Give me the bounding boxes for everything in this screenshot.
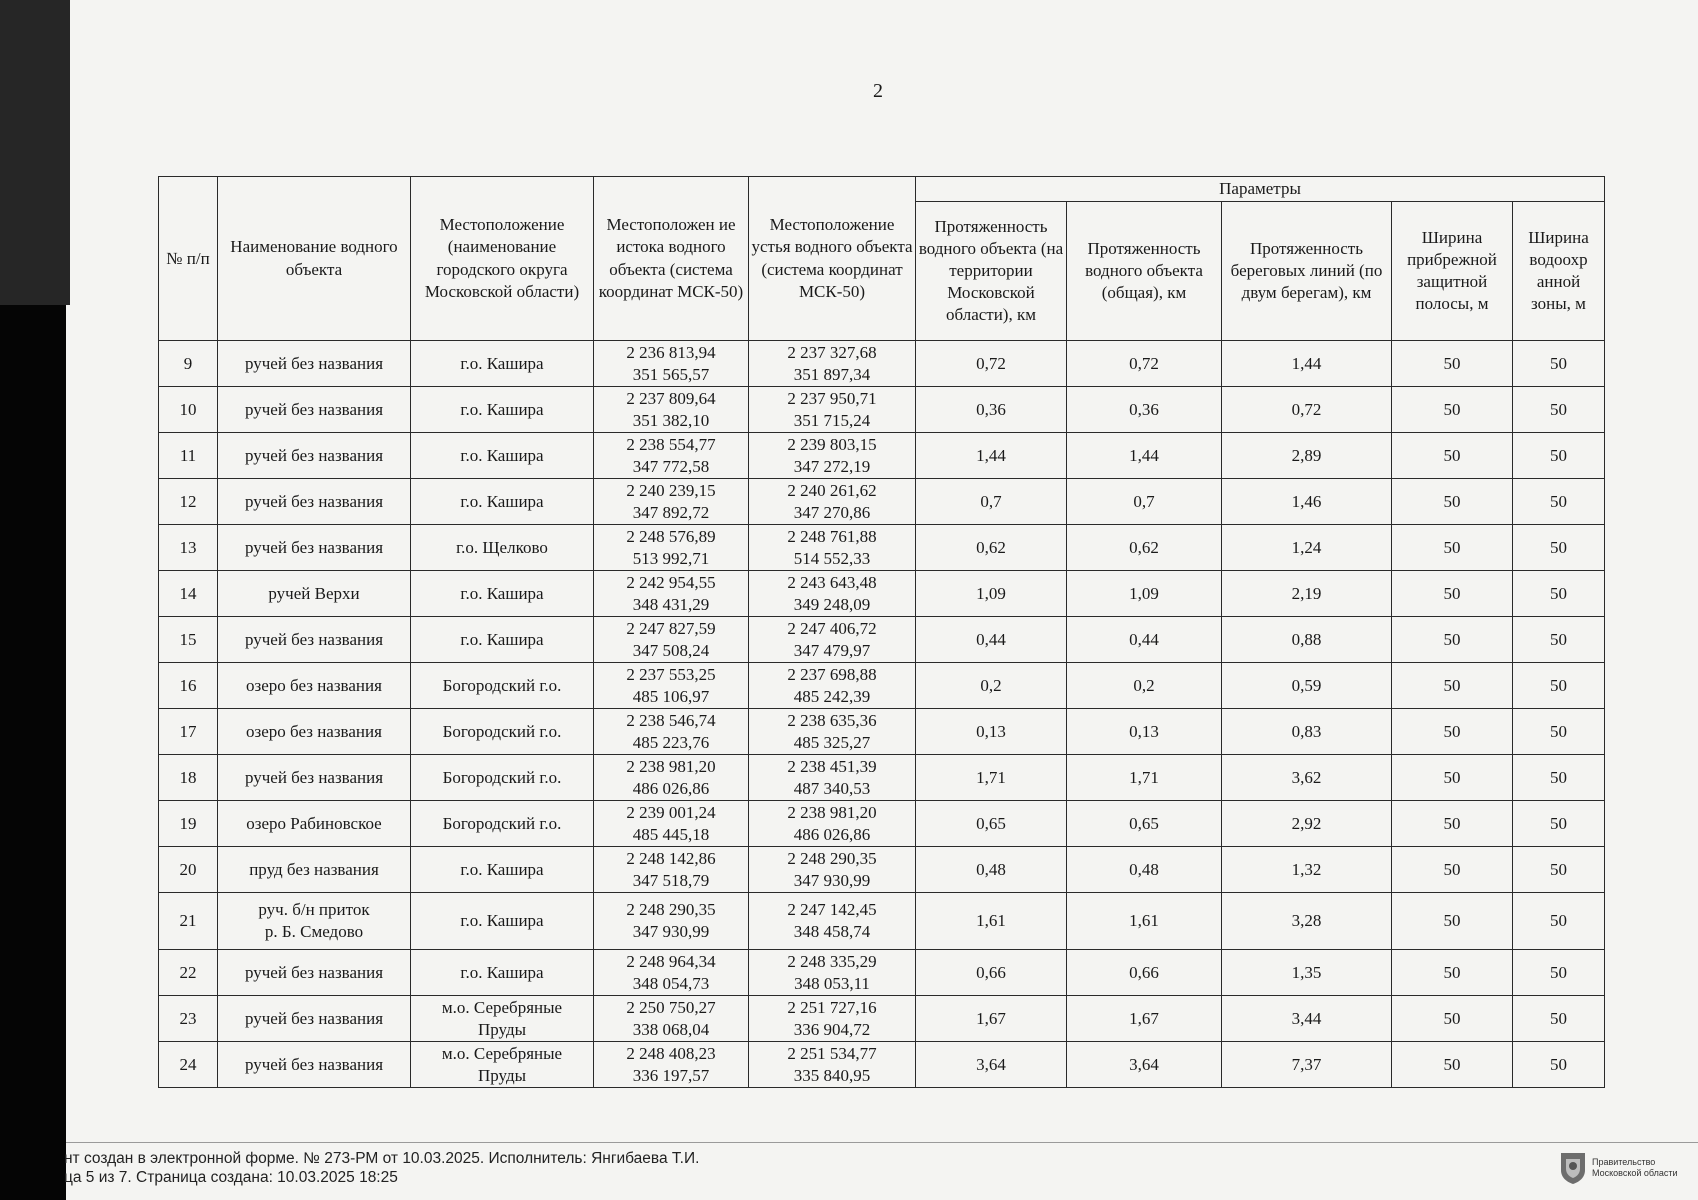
table-row xyxy=(159,996,1605,1042)
cell-location xyxy=(411,571,594,617)
cell-coastal-strip: 50 xyxy=(1392,525,1513,571)
cell-location-line: Пруды xyxy=(477,1019,527,1039)
footer-divider xyxy=(66,1142,1698,1143)
cell-mouth-coords xyxy=(749,847,916,893)
cell-mouth-coords-line: 2 251 727,16 xyxy=(787,997,877,1017)
cell-name-line: ручей без названия xyxy=(244,491,384,511)
cell-mouth-coords-line: 2 243 643,48 xyxy=(787,572,877,592)
cell-mouth-coords xyxy=(749,801,916,847)
cell-source-coords-line: 347 518,79 xyxy=(632,870,710,890)
cell-source-coords-line: 2 247 827,59 xyxy=(626,618,716,638)
cell-name-line: р. Б. Смедово xyxy=(264,922,364,942)
cell-mouth-coords xyxy=(749,525,916,571)
cell-location-line: г.о. Кашира xyxy=(460,583,544,603)
cell-shore-length: 3,28 xyxy=(1222,893,1392,950)
cell-length-region: 0,48 xyxy=(916,847,1067,893)
table-row xyxy=(159,525,1605,571)
cell-shore-length: 1,24 xyxy=(1222,525,1392,571)
cell-length-region: 1,67 xyxy=(916,996,1067,1042)
cell-location-line: г.о. Кашира xyxy=(460,491,544,511)
cell-num: 23 xyxy=(159,996,218,1042)
cell-length-region: 1,09 xyxy=(916,571,1067,617)
cell-mouth-coords xyxy=(749,571,916,617)
cell-source-coords-line: 347 930,99 xyxy=(632,922,710,942)
cell-num: 9 xyxy=(159,341,218,387)
cell-num: 16 xyxy=(159,663,218,709)
cell-coastal-strip: 50 xyxy=(1392,893,1513,950)
cell-length-total: 1,09 xyxy=(1067,571,1222,617)
page-number: 2 xyxy=(873,80,883,102)
scan-edge-top xyxy=(0,0,70,305)
cell-name xyxy=(218,663,411,709)
cell-shore-length: 1,46 xyxy=(1222,479,1392,525)
cell-source-coords-line: 485 223,76 xyxy=(632,732,710,752)
cell-coastal-strip: 50 xyxy=(1392,709,1513,755)
cell-name-line: ручей без названия xyxy=(244,399,384,419)
cell-mouth-coords-line: 2 248 761,88 xyxy=(787,526,877,546)
cell-location xyxy=(411,1042,594,1088)
cell-length-total: 0,13 xyxy=(1067,709,1222,755)
cell-source-coords xyxy=(594,663,749,709)
cell-num: 19 xyxy=(159,801,218,847)
cell-source-coords xyxy=(594,525,749,571)
table-row xyxy=(159,433,1605,479)
cell-protection-zone: 50 xyxy=(1513,617,1605,663)
cell-source-coords-line: 348 054,73 xyxy=(632,973,710,993)
cell-mouth-coords-line: 2 237 327,68 xyxy=(787,342,877,362)
cell-name xyxy=(218,950,411,996)
table-row xyxy=(159,663,1605,709)
cell-location-line: Богородский г.о. xyxy=(442,675,562,695)
cell-mouth-coords-line: 349 248,09 xyxy=(793,594,871,614)
cell-mouth-coords xyxy=(749,755,916,801)
cell-protection-zone: 50 xyxy=(1513,571,1605,617)
cell-location-line: м.о. Серебряные xyxy=(441,1043,563,1063)
cell-mouth-coords-line: 485 242,39 xyxy=(793,686,871,706)
table-row xyxy=(159,950,1605,996)
header-length-region: Протяженность водного объекта (на территории Московской области), км xyxy=(916,202,1067,341)
cell-mouth-coords xyxy=(749,433,916,479)
cell-name xyxy=(218,709,411,755)
cell-mouth-coords-line: 348 053,11 xyxy=(794,973,870,993)
cell-length-region: 0,72 xyxy=(916,341,1067,387)
cell-name xyxy=(218,996,411,1042)
cell-source-coords-line: 486 026,86 xyxy=(632,778,710,798)
cell-source-coords-line: 351 382,10 xyxy=(632,410,710,430)
cell-mouth-coords-line: 336 904,72 xyxy=(793,1019,871,1039)
cell-name xyxy=(218,433,411,479)
cell-name-line: ручей без названия xyxy=(244,962,384,982)
cell-mouth-coords-line: 347 272,19 xyxy=(793,456,871,476)
cell-num: 22 xyxy=(159,950,218,996)
cell-mouth-coords-line: 2 237 950,71 xyxy=(787,388,877,408)
cell-source-coords xyxy=(594,847,749,893)
water-objects-table xyxy=(158,176,1605,1088)
table-row xyxy=(159,479,1605,525)
cell-mouth-coords-line: 2 251 534,77 xyxy=(787,1043,877,1063)
cell-protection-zone: 50 xyxy=(1513,663,1605,709)
table-row xyxy=(159,1042,1605,1088)
cell-source-coords xyxy=(594,571,749,617)
cell-shore-length: 0,83 xyxy=(1222,709,1392,755)
cell-num: 15 xyxy=(159,617,218,663)
cell-coastal-strip: 50 xyxy=(1392,1042,1513,1088)
cell-name xyxy=(218,479,411,525)
header-coastal-strip: Ширина прибрежной защитной полосы, м xyxy=(1392,202,1513,341)
cell-location-line: г.о. Кашира xyxy=(460,445,544,465)
cell-source-coords-line: 2 239 001,24 xyxy=(626,802,716,822)
cell-name-line: пруд без названия xyxy=(249,859,379,879)
cell-location xyxy=(411,387,594,433)
cell-coastal-strip: 50 xyxy=(1392,479,1513,525)
cell-protection-zone: 50 xyxy=(1513,950,1605,996)
cell-mouth-coords xyxy=(749,996,916,1042)
cell-source-coords-line: 338 068,04 xyxy=(632,1019,710,1039)
cell-source-coords-line: 336 197,57 xyxy=(632,1065,710,1085)
cell-name xyxy=(218,801,411,847)
cell-num: 12 xyxy=(159,479,218,525)
cell-coastal-strip: 50 xyxy=(1392,663,1513,709)
cell-name-line: ручей без названия xyxy=(244,1008,384,1028)
cell-name-line: ручей без названия xyxy=(244,767,384,787)
cell-mouth-coords xyxy=(749,341,916,387)
cell-length-region: 3,64 xyxy=(916,1042,1067,1088)
table-row xyxy=(159,341,1605,387)
cell-name-line: руч. б/н приток xyxy=(258,900,370,919)
cell-mouth-coords-line: 2 238 451,39 xyxy=(787,756,877,776)
cell-source-coords xyxy=(594,755,749,801)
cell-location xyxy=(411,996,594,1042)
table-body xyxy=(159,341,1605,1088)
cell-mouth-coords-line: 2 238 635,36 xyxy=(787,710,877,730)
scan-edge-bottom xyxy=(0,305,66,1200)
cell-length-region: 1,44 xyxy=(916,433,1067,479)
cell-mouth-coords-line: 2 248 335,29 xyxy=(787,951,877,971)
cell-length-region: 1,61 xyxy=(916,893,1067,950)
cell-length-total: 1,71 xyxy=(1067,755,1222,801)
cell-protection-zone: 50 xyxy=(1513,433,1605,479)
cell-length-total: 0,2 xyxy=(1067,663,1222,709)
cell-location xyxy=(411,950,594,996)
cell-coastal-strip: 50 xyxy=(1392,571,1513,617)
cell-protection-zone: 50 xyxy=(1513,847,1605,893)
cell-shore-length: 0,59 xyxy=(1222,663,1392,709)
cell-shore-length: 0,72 xyxy=(1222,387,1392,433)
header-location: Местоположение (наименование городского округа Московской области) xyxy=(411,177,594,341)
cell-source-coords-line: 485 106,97 xyxy=(632,686,710,706)
cell-name xyxy=(218,755,411,801)
footer xyxy=(0,1142,1698,1200)
cell-source-coords-line: 347 892,72 xyxy=(632,502,710,522)
cell-source-coords-line: 2 248 290,35 xyxy=(626,900,716,919)
header-source: Местоположен ие истока водного объекта (система координат МСК-50) xyxy=(594,177,749,341)
cell-location-line: г.о. Кашира xyxy=(460,859,544,879)
cell-protection-zone: 50 xyxy=(1513,525,1605,571)
cell-source-coords-line: 2 240 239,15 xyxy=(626,480,716,500)
cell-shore-length: 2,92 xyxy=(1222,801,1392,847)
cell-source-coords-line: 2 238 546,74 xyxy=(626,710,716,730)
cell-location xyxy=(411,847,594,893)
table-row xyxy=(159,847,1605,893)
cell-length-total: 0,44 xyxy=(1067,617,1222,663)
cell-coastal-strip: 50 xyxy=(1392,755,1513,801)
cell-source-coords xyxy=(594,893,749,950)
cell-mouth-coords-line: 485 325,27 xyxy=(793,732,871,752)
cell-source-coords xyxy=(594,433,749,479)
cell-name-line: озеро без названия xyxy=(246,675,382,695)
cell-protection-zone: 50 xyxy=(1513,709,1605,755)
cell-name-line: ручей без названия xyxy=(244,629,384,649)
cell-protection-zone: 50 xyxy=(1513,755,1605,801)
cell-location xyxy=(411,801,594,847)
cell-protection-zone: 50 xyxy=(1513,479,1605,525)
cell-length-total: 3,64 xyxy=(1067,1042,1222,1088)
cell-name xyxy=(218,387,411,433)
cell-name xyxy=(218,893,411,950)
cell-mouth-coords-line: 2 238 981,20 xyxy=(787,802,877,822)
cell-mouth-coords-line: 347 930,99 xyxy=(793,870,871,890)
cell-location-line: Богородский г.о. xyxy=(442,767,562,787)
cell-coastal-strip: 50 xyxy=(1392,341,1513,387)
cell-shore-length: 2,19 xyxy=(1222,571,1392,617)
cell-num: 20 xyxy=(159,847,218,893)
cell-length-total: 0,65 xyxy=(1067,801,1222,847)
cell-shore-length: 0,88 xyxy=(1222,617,1392,663)
cell-coastal-strip: 50 xyxy=(1392,387,1513,433)
table-row xyxy=(159,617,1605,663)
cell-shore-length: 3,44 xyxy=(1222,996,1392,1042)
cell-source-coords-line: 2 248 964,34 xyxy=(626,951,716,971)
cell-name-line: озеро без названия xyxy=(246,721,382,741)
cell-length-region: 0,2 xyxy=(916,663,1067,709)
cell-name xyxy=(218,571,411,617)
cell-protection-zone: 50 xyxy=(1513,801,1605,847)
cell-name-line: ручей без названия xyxy=(244,445,384,465)
cell-location xyxy=(411,433,594,479)
header-mouth: Местоположение устья водного объекта (система координат МСК-50) xyxy=(749,177,916,341)
cell-name-line: ручей Верхи xyxy=(268,583,360,603)
cell-source-coords xyxy=(594,801,749,847)
cell-protection-zone: 50 xyxy=(1513,341,1605,387)
cell-location xyxy=(411,479,594,525)
cell-length-total: 0,36 xyxy=(1067,387,1222,433)
cell-source-coords xyxy=(594,387,749,433)
cell-source-coords xyxy=(594,1042,749,1088)
cell-mouth-coords xyxy=(749,893,916,950)
cell-location-line: г.о. Кашира xyxy=(460,962,544,982)
cell-length-total: 0,66 xyxy=(1067,950,1222,996)
footer-page-info: ца 5 из 7. Страница создана: 10.03.2025 18:25 xyxy=(64,1169,398,1186)
cell-num: 17 xyxy=(159,709,218,755)
cell-location xyxy=(411,755,594,801)
cell-num: 21 xyxy=(159,893,218,950)
cell-source-coords-line: 347 508,24 xyxy=(632,640,710,660)
cell-length-region: 0,36 xyxy=(916,387,1067,433)
header-num: № п/п xyxy=(159,177,218,341)
cell-mouth-coords xyxy=(749,387,916,433)
cell-name xyxy=(218,847,411,893)
cell-coastal-strip: 50 xyxy=(1392,847,1513,893)
footer-document-info: нт создан в электронной форме. № 273-РМ от 10.03.2025. Исполнитель: Янгибаева Т.И. xyxy=(64,1150,700,1167)
cell-protection-zone: 50 xyxy=(1513,1042,1605,1088)
cell-coastal-strip: 50 xyxy=(1392,617,1513,663)
government-logo xyxy=(1558,1148,1698,1188)
cell-mouth-coords-line: 2 237 698,88 xyxy=(787,664,877,684)
cell-mouth-coords-line: 2 247 406,72 xyxy=(787,618,877,638)
cell-source-coords-line: 2 248 576,89 xyxy=(626,526,716,546)
cell-source-coords xyxy=(594,996,749,1042)
cell-length-region: 0,7 xyxy=(916,479,1067,525)
cell-length-region: 1,71 xyxy=(916,755,1067,801)
cell-shore-length: 1,35 xyxy=(1222,950,1392,996)
cell-coastal-strip: 50 xyxy=(1392,801,1513,847)
cell-location-line: Богородский г.о. xyxy=(442,721,562,741)
table-row xyxy=(159,571,1605,617)
cell-location xyxy=(411,709,594,755)
header-params: Параметры xyxy=(916,177,1605,202)
cell-source-coords-line: 2 250 750,27 xyxy=(626,997,716,1017)
cell-source-coords-line: 2 242 954,55 xyxy=(626,572,716,592)
cell-source-coords-line: 2 237 553,25 xyxy=(626,664,716,684)
cell-source-coords-line: 2 237 809,64 xyxy=(626,388,716,408)
table-row xyxy=(159,893,1605,950)
cell-length-total: 1,67 xyxy=(1067,996,1222,1042)
cell-length-region: 0,62 xyxy=(916,525,1067,571)
cell-source-coords-line: 347 772,58 xyxy=(632,456,710,476)
cell-location xyxy=(411,341,594,387)
cell-mouth-coords-line: 2 248 290,35 xyxy=(787,848,877,868)
cell-mouth-coords-line: 2 240 261,62 xyxy=(787,480,877,500)
cell-length-region: 0,66 xyxy=(916,950,1067,996)
cell-name xyxy=(218,341,411,387)
cell-coastal-strip: 50 xyxy=(1392,996,1513,1042)
table-row xyxy=(159,755,1605,801)
cell-source-coords xyxy=(594,341,749,387)
header-shore-length: Протяженность береговых линий (по двум берегам), км xyxy=(1222,202,1392,341)
cell-name-line: озеро Рабиновское xyxy=(246,813,382,833)
cell-location-line: г.о. Кашира xyxy=(460,399,544,419)
cell-length-total: 0,7 xyxy=(1067,479,1222,525)
table-row xyxy=(159,801,1605,847)
table-row xyxy=(159,387,1605,433)
cell-num: 18 xyxy=(159,755,218,801)
cell-mouth-coords xyxy=(749,1042,916,1088)
header-length-total: Протяженность водного объекта (общая), км xyxy=(1067,202,1222,341)
cell-length-total: 0,62 xyxy=(1067,525,1222,571)
cell-location-line: Пруды xyxy=(477,1065,527,1085)
cell-source-coords-line: 2 238 554,77 xyxy=(626,434,716,454)
cell-shore-length: 2,89 xyxy=(1222,433,1392,479)
cell-source-coords-line: 2 248 408,23 xyxy=(626,1043,716,1063)
cell-location-line: г.о. Кашира xyxy=(460,629,544,649)
cell-mouth-coords-line: 347 479,97 xyxy=(793,640,871,660)
cell-num: 11 xyxy=(159,433,218,479)
cell-coastal-strip: 50 xyxy=(1392,950,1513,996)
cell-name xyxy=(218,1042,411,1088)
cell-mouth-coords-line: 351 715,24 xyxy=(793,410,871,430)
cell-mouth-coords-line: 335 840,95 xyxy=(793,1065,871,1085)
cell-num: 10 xyxy=(159,387,218,433)
cell-source-coords-line: 348 431,29 xyxy=(632,594,710,614)
cell-source-coords-line: 513 992,71 xyxy=(632,548,710,568)
cell-mouth-coords xyxy=(749,479,916,525)
cell-mouth-coords xyxy=(749,663,916,709)
cell-length-region: 0,44 xyxy=(916,617,1067,663)
cell-name xyxy=(218,525,411,571)
cell-shore-length: 1,32 xyxy=(1222,847,1392,893)
cell-mouth-coords xyxy=(749,617,916,663)
cell-protection-zone: 50 xyxy=(1513,893,1605,950)
cell-source-coords-line: 351 565,57 xyxy=(632,364,710,384)
cell-mouth-coords-line: 486 026,86 xyxy=(793,824,871,844)
header-protection-zone: Ширина водоохр анной зоны, м xyxy=(1513,202,1605,341)
cell-num: 13 xyxy=(159,525,218,571)
cell-location-line: г.о. Кашира xyxy=(460,353,544,373)
cell-source-coords-line: 2 236 813,94 xyxy=(626,342,716,362)
cell-location-line: г.о. Щелково xyxy=(456,537,548,557)
cell-source-coords xyxy=(594,950,749,996)
cell-location xyxy=(411,525,594,571)
cell-location xyxy=(411,663,594,709)
cell-num: 14 xyxy=(159,571,218,617)
cell-protection-zone: 50 xyxy=(1513,387,1605,433)
cell-length-region: 0,13 xyxy=(916,709,1067,755)
coat-of-arms-icon xyxy=(1558,1151,1588,1185)
cell-coastal-strip: 50 xyxy=(1392,433,1513,479)
cell-mouth-coords xyxy=(749,709,916,755)
table-row xyxy=(159,709,1605,755)
logo-text-line1: Правительство xyxy=(1592,1156,1656,1167)
cell-source-coords xyxy=(594,617,749,663)
cell-mouth-coords-line: 351 897,34 xyxy=(793,364,871,384)
logo-text-line2: Московской области xyxy=(1592,1168,1678,1178)
cell-length-total: 0,48 xyxy=(1067,847,1222,893)
cell-mouth-coords-line: 2 239 803,15 xyxy=(787,434,877,454)
cell-source-coords xyxy=(594,709,749,755)
cell-name-line: ручей без названия xyxy=(244,1054,384,1074)
cell-source-coords-line: 2 248 142,86 xyxy=(626,848,716,868)
header-name: Наименование водного объекта xyxy=(218,177,411,341)
cell-length-region: 0,65 xyxy=(916,801,1067,847)
cell-location-line: м.о. Серебряные xyxy=(441,997,563,1017)
cell-length-total: 1,44 xyxy=(1067,433,1222,479)
cell-source-coords-line: 2 238 981,20 xyxy=(626,756,716,776)
cell-mouth-coords-line: 347 270,86 xyxy=(793,502,871,522)
cell-name-line: ручей без названия xyxy=(244,353,384,373)
cell-mouth-coords-line: 348 458,74 xyxy=(793,922,871,942)
cell-mouth-coords-line: 2 247 142,45 xyxy=(787,900,877,919)
cell-location-line: г.о. Кашира xyxy=(460,911,544,931)
cell-name xyxy=(218,617,411,663)
cell-length-total: 0,72 xyxy=(1067,341,1222,387)
cell-protection-zone: 50 xyxy=(1513,996,1605,1042)
cell-location-line: Богородский г.о. xyxy=(442,813,562,833)
cell-num: 24 xyxy=(159,1042,218,1088)
cell-shore-length: 1,44 xyxy=(1222,341,1392,387)
cell-shore-length: 7,37 xyxy=(1222,1042,1392,1088)
cell-shore-length: 3,62 xyxy=(1222,755,1392,801)
cell-mouth-coords xyxy=(749,950,916,996)
cell-name-line: ручей без названия xyxy=(244,537,384,557)
cell-source-coords-line: 485 445,18 xyxy=(632,824,710,844)
cell-location xyxy=(411,893,594,950)
cell-mouth-coords-line: 487 340,53 xyxy=(793,778,871,798)
cell-length-total: 1,61 xyxy=(1067,893,1222,950)
cell-source-coords xyxy=(594,479,749,525)
cell-location xyxy=(411,617,594,663)
cell-mouth-coords-line: 514 552,33 xyxy=(793,548,871,568)
